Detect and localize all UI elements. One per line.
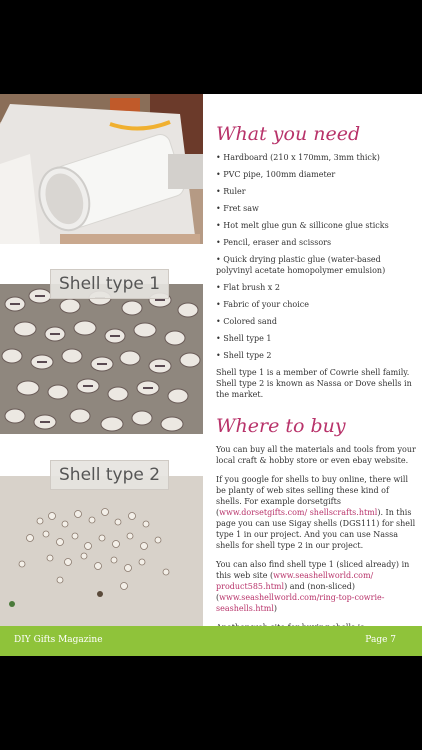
shell-type-1-label: Shell type 1 <box>50 269 169 299</box>
photo-shell-type-1 <box>0 284 203 434</box>
page-number: Page 7 <box>365 635 396 645</box>
list-item: • Fret saw <box>216 203 416 214</box>
list-item: • Ruler <box>216 186 416 197</box>
what-you-need-heading: What you need <box>216 123 361 145</box>
seashellworld-product-link[interactable]: www.seashellworld.com/ product585.html <box>216 571 374 591</box>
materials-list <box>216 152 416 361</box>
photo-column <box>0 94 203 626</box>
list-item: • Colored sand <box>216 316 416 327</box>
paragraph-text: ) <box>273 604 278 613</box>
where-to-buy-heading: Where to buy <box>216 415 346 437</box>
list-item: • Pencil, eraser and scissors <box>216 237 416 248</box>
list-item: • Shell type 2 <box>216 350 416 361</box>
list-item: • Hot melt glue gun & sillicone glue sticks <box>216 220 416 231</box>
list-item: • PVC pipe, 100mm diameter <box>216 169 416 180</box>
seashellworld-cowrie-link[interactable]: www.seashellworld.com/ring-top-cowrie-seashells.html <box>216 593 385 613</box>
paragraph <box>216 474 416 551</box>
shell-note: Shell type 1 is a member of Cowrie shell family. Shell type 2 is known as Nassa or Dove shells in the market. <box>216 368 412 399</box>
photo-materials <box>0 94 203 244</box>
dorsetgifts-link[interactable]: www.dorsetgifts.com/ shellscrafts.html <box>219 508 378 517</box>
shell-type-2-label: Shell type 2 <box>50 460 169 490</box>
list-item: • Shell type 1 <box>216 333 416 344</box>
paragraph-text: You can also find shell type 1 (sliced already) in this web site ( <box>216 560 410 580</box>
magazine-page <box>0 94 422 656</box>
paragraph <box>216 559 416 614</box>
paragraph-text: If you google for shells to buy online, there will be planty of web sites selling these kind of shells. For example dorsetgifts ( <box>216 475 409 517</box>
paragraph-text: ) and (non-sliced) ( <box>216 582 355 602</box>
list-item: • Flat brush x 2 <box>216 282 416 293</box>
list-item: • Hardboard (210 x 170mm, 3mm thick) <box>216 152 416 163</box>
footer-bar <box>0 626 422 656</box>
article-text <box>216 122 416 652</box>
list-item: • Quick drying plastic glue (water-based polyvinyl acetate homopolymer emulsion) <box>216 254 416 276</box>
magazine-name: DIY Gifts Magazine <box>14 635 103 645</box>
paragraph: You can buy all the materials and tools from your local craft & hobby store or even ebay website. <box>216 445 416 465</box>
list-item: • Fabric of your choice <box>216 299 416 310</box>
paragraph-text: ). In this page you can use Sigay shells (DGS111) for shell type 1 in our project. And you can use Nassa shells for shell type 2 in our project. <box>216 508 416 550</box>
photo-shell-type-2 <box>0 476 203 626</box>
